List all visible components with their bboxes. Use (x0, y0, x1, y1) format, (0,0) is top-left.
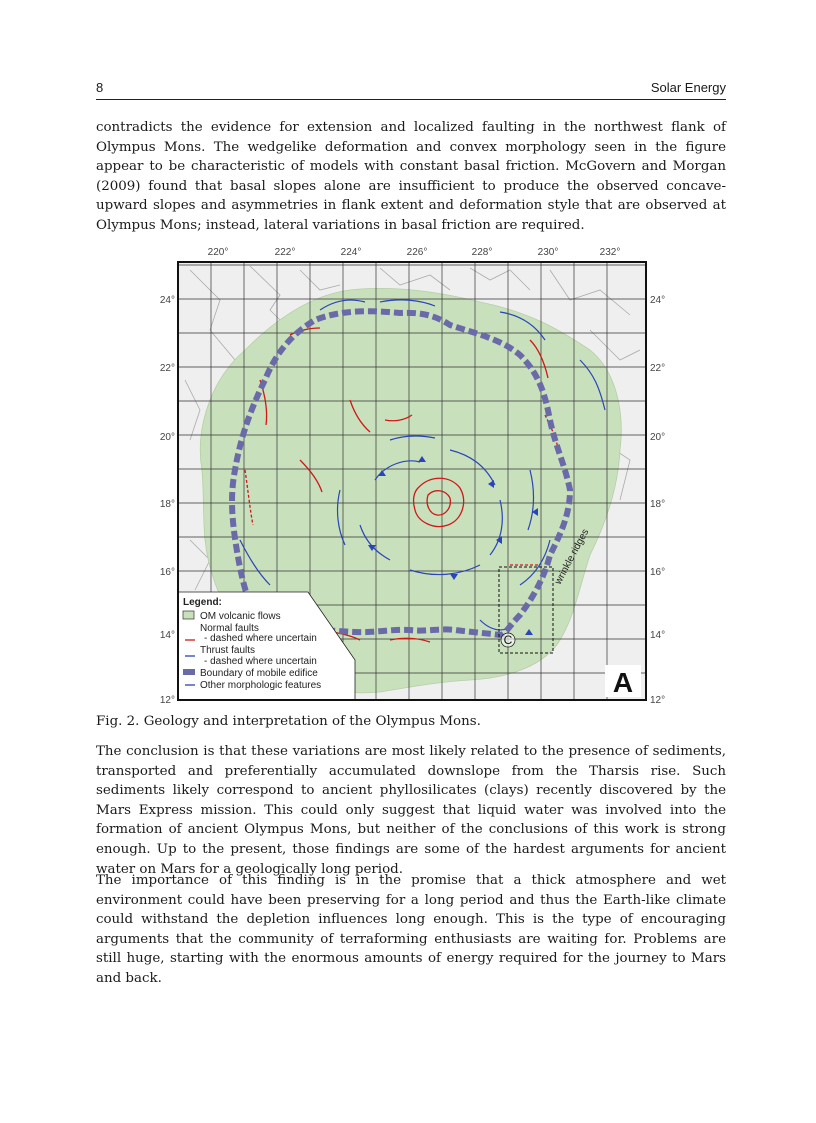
lon-label-222: 222° (274, 247, 296, 258)
lat-label-16-right: 16° (650, 567, 666, 578)
legend-title: Legend: (183, 597, 222, 608)
lat-label-18-left: 18° (159, 499, 175, 510)
legend-item-normal-faults: Normal faults (200, 623, 259, 634)
paragraph-1: contradicts the evidence for extension and localized faulting in the northwest flank of Olympus Mons. The wedgelike deformation and convex morphology seen in the figure appear to be characteristic of models with constant basal friction. McGovern and Morgan (2009) found that basal slopes alone are insufficient to produce the observed concave-upward slopes and asymmetries in flank extent and deformation style that are observed at Olympus Mons; instead, lateral variations in basal friction are required. (96, 120, 726, 233)
legend-item-thrust-faults-note: - dashed where uncertain (204, 656, 317, 667)
legend-item-other-features: Other morphologic features (200, 680, 322, 691)
legend-swatch-boundary (183, 669, 195, 675)
lat-label-22-right: 22° (650, 363, 666, 374)
lat-label-24-left: 24° (159, 295, 175, 306)
lon-label-220: 220° (207, 247, 229, 258)
lat-label-14-left: 14° (159, 630, 175, 641)
inset-label-c: C (503, 633, 513, 647)
page-header (96, 80, 726, 100)
lat-label-20-left: 20° (159, 432, 175, 443)
lon-label-224: 224° (340, 247, 362, 258)
header-rule (96, 99, 726, 100)
lon-label-228: 228° (471, 247, 493, 258)
lon-label-226: 226° (406, 247, 428, 258)
lat-label-12-right: 12° (650, 695, 666, 706)
running-title: Solar Energy (650, 80, 726, 95)
lat-label-14-right: 14° (650, 630, 666, 641)
legend-swatch-flows (183, 611, 194, 619)
lat-label-20-right: 20° (650, 432, 666, 443)
lat-label-18-right: 18° (650, 499, 666, 510)
lat-label-22-left: 22° (159, 363, 175, 374)
lat-label-24-right: 24° (650, 295, 666, 306)
wrinkle-ridges-label: wrinkle ridges (552, 527, 592, 587)
figure-olympus-mons-map (150, 240, 675, 710)
page-number: 8 (96, 80, 104, 95)
lat-label-16-left: 16° (159, 567, 175, 578)
paragraph-3: The importance of this finding is in the promise that a thick atmosphere and wet environment could have been preserving for a long period and thus the Earth-like climate could withstand the depletion influences long enough. This is the type of encouraging arguments that the community of terraforming enthusiasts are waiting for. Problems are still huge, starting with the enormous amounts of energy required for the journey to Mars and back. (96, 873, 726, 986)
legend-item-boundary: Boundary of mobile edifice (200, 668, 318, 679)
lat-label-12-left: 12° (159, 695, 175, 706)
lon-label-232: 232° (599, 247, 621, 258)
legend-item-normal-faults-note: - dashed where uncertain (204, 633, 317, 644)
panel-label-a: A (612, 667, 634, 698)
lon-label-230: 230° (537, 247, 559, 258)
legend-item-flows: OM volcanic flows (200, 611, 281, 622)
paragraph-2: The conclusion is that these variations are most likely related to the presence of sediments, transported and preferentially accumulated downslope from the Tharsis rise. Such sediments likely correspond to ancient phyllosilicates (clays) recently discovered by the Mars Express mission. This could only suggest that liquid water was involved into the formation of ancient Olympus Mons, but neither of the conclusions of this work is strong enough. Up to the present, those findings are some of the hardest arguments for ancient water on Mars for a geologically long period. (96, 744, 726, 877)
legend-item-thrust-faults: Thrust faults (200, 645, 256, 656)
figure-caption: Fig. 2. Geology and interpretation of the Olympus Mons. (96, 714, 481, 729)
